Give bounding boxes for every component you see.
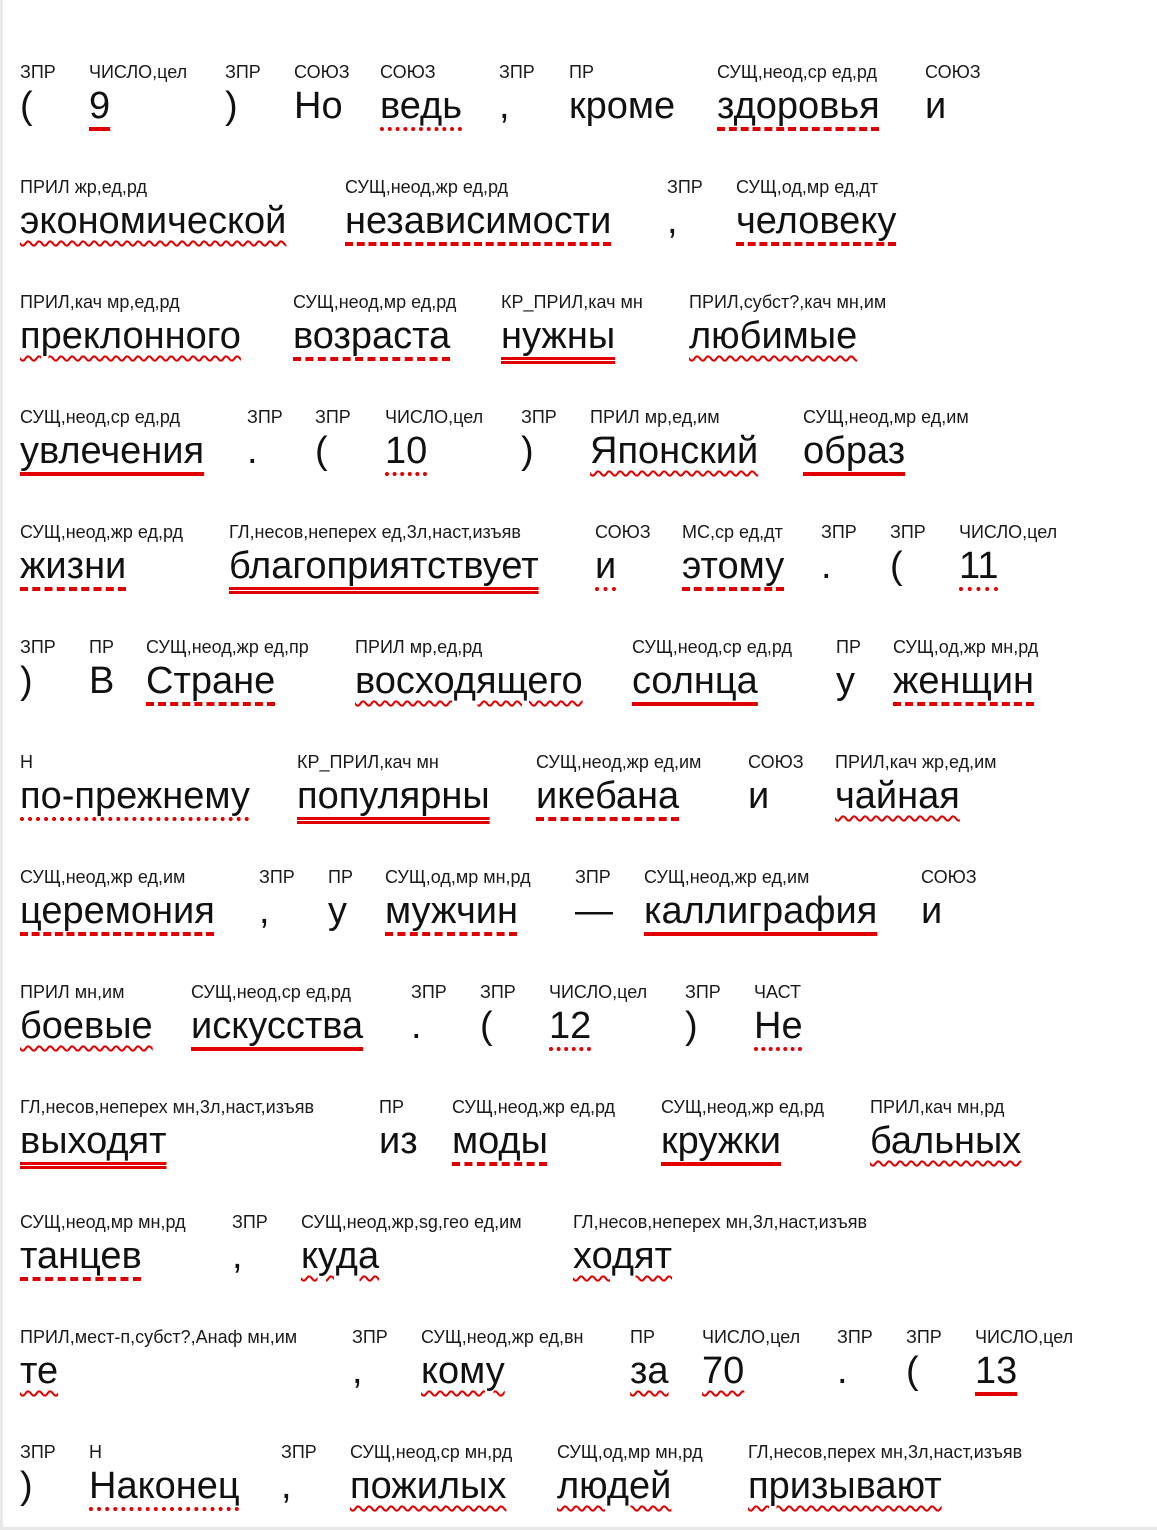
token (350, 1442, 512, 1514)
token-word: ( (315, 430, 328, 472)
pos-tag-label: ЗПР (281, 1442, 317, 1462)
token-word: моды (452, 1120, 548, 1162)
token-word: женщин (893, 660, 1035, 702)
pos-tag-label: ПР (569, 62, 594, 82)
token-word: . (821, 545, 832, 587)
token (717, 62, 880, 134)
token (959, 522, 1057, 594)
token (232, 1212, 268, 1284)
token (281, 1442, 317, 1514)
token (837, 1327, 873, 1399)
token (480, 982, 516, 1054)
token-word: и (925, 85, 947, 127)
pos-tag-label: СУЩ,неод,ср ед,рд (717, 62, 878, 82)
token-word: 70 (702, 1350, 745, 1392)
token-word: пожилых (350, 1465, 507, 1507)
token-word: призывают (748, 1465, 942, 1507)
token (20, 407, 204, 479)
pos-tag-label: СУЩ,неод,жр ед,рд (661, 1097, 825, 1117)
pos-tag-label: ЗПР (906, 1327, 942, 1347)
token (754, 982, 803, 1054)
token-word: , (667, 200, 678, 242)
token-word: — (575, 890, 613, 932)
token (89, 637, 114, 709)
token-word: ходят (573, 1235, 673, 1277)
pos-tag-label: ПРИЛ мн,им (20, 982, 125, 1002)
pos-tag-label: ЧИСЛО,цел (975, 1327, 1074, 1347)
pos-tag-label: ПРИЛ мр,ед,рд (355, 637, 483, 657)
pos-tag-label: СУЩ,од,мр мн,рд (385, 867, 531, 887)
pos-tag-label: СУЩ,неод,ср ед,рд (191, 982, 352, 1002)
token (20, 1327, 297, 1399)
token-word: 11 (959, 545, 999, 587)
pos-tag-label: ПРИЛ,кач мн,рд (870, 1097, 1005, 1117)
pos-tag-label: ПРИЛ,мест-п,субст?,Анаф мн,им (20, 1327, 298, 1347)
token (549, 982, 647, 1054)
token (20, 1097, 314, 1169)
token (229, 522, 539, 594)
pos-tag-label: КР_ПРИЛ,кач мн (501, 292, 643, 312)
token (380, 62, 462, 134)
token-word: Но (294, 85, 343, 127)
token-word: Японский (590, 430, 759, 472)
token-word: нужны (501, 315, 616, 357)
token-word: ( (906, 1350, 919, 1392)
token-word: ) (521, 430, 534, 472)
pos-tag-label: СУЩ,неод,ср ед,рд (20, 407, 181, 427)
token-word: восходящего (355, 660, 583, 702)
token-word: , (232, 1235, 243, 1277)
pos-tag-label: ГЛ,несов,неперех мн,3л,наст,изъяв (573, 1212, 868, 1232)
token (685, 982, 721, 1054)
token-word: бальных (870, 1120, 1022, 1162)
pos-tag-label: ЗПР (225, 62, 261, 82)
token-word: Наконец (89, 1465, 240, 1507)
token-word: церемония (20, 890, 215, 932)
pos-tag-label: СУЩ,од,мр ед,дт (736, 177, 879, 197)
token-word: по-прежнему (20, 775, 250, 817)
pos-tag-label: ГЛ,несов,неперех мн,3л,наст,изъяв (20, 1097, 315, 1117)
token (557, 1442, 703, 1514)
token (632, 637, 792, 709)
token (20, 637, 56, 709)
token (890, 522, 926, 594)
token (836, 637, 861, 709)
token (20, 867, 215, 939)
token (259, 867, 295, 939)
token (20, 982, 153, 1054)
pos-tag-label: ЧИСЛО,цел (89, 62, 188, 82)
token (702, 1327, 800, 1399)
token (345, 177, 611, 249)
token (294, 62, 350, 134)
token (20, 292, 241, 364)
pos-tag-label: СОЮЗ (748, 752, 804, 772)
token-word: 12 (549, 1005, 592, 1047)
token-word: ) (225, 85, 238, 127)
pos-tag-label: СОЮЗ (294, 62, 350, 82)
token-word: . (837, 1350, 848, 1392)
token (630, 1327, 669, 1399)
pos-tag-label: СУЩ,неод,мр ед,им (803, 407, 969, 427)
token (748, 1442, 1022, 1514)
token-word: кому (421, 1350, 505, 1392)
token (411, 982, 447, 1054)
token-word: у (328, 890, 347, 932)
token-word: Не (754, 1005, 803, 1047)
token (247, 407, 283, 479)
pos-tag-label: ПРИЛ жр,ед,рд (20, 177, 147, 197)
token (536, 752, 701, 824)
pos-tag-label: ЧИСЛО,цел (385, 407, 484, 427)
pos-tag-label: КР_ПРИЛ,кач мн (297, 752, 439, 772)
token (821, 522, 857, 594)
token (385, 407, 483, 479)
pos-tag-label: ПР (328, 867, 353, 887)
pos-tag-label: СОЮЗ (380, 62, 436, 82)
token (385, 867, 531, 939)
pos-tag-label: ПРИЛ,кач жр,ед,им (835, 752, 997, 772)
pos-tag-label: ЗПР (575, 867, 611, 887)
pos-tag-label: ЗПР (499, 62, 535, 82)
token (748, 752, 804, 824)
pos-tag-label: МС,ср ед,дт (682, 522, 783, 542)
token-word: . (247, 430, 258, 472)
token (736, 177, 896, 249)
token (89, 62, 187, 134)
pos-tag-label: ЗПР (20, 637, 56, 657)
pos-tag-label: СУЩ,неод,жр ед,вн (421, 1327, 584, 1347)
token-word: людей (557, 1465, 672, 1507)
token (20, 62, 56, 134)
pos-tag-label: ЗПР (667, 177, 703, 197)
pos-tag-label: СУЩ,неод,жр ед,им (20, 867, 186, 887)
pos-tag-label: ЗПР (232, 1212, 268, 1232)
pos-tag-label: ЗПР (20, 62, 56, 82)
pos-tag-label: Н (89, 1442, 102, 1462)
pos-tag-label: ЗПР (315, 407, 351, 427)
token-word: , (281, 1465, 292, 1507)
pos-tag-label: ЗПР (837, 1327, 873, 1347)
token-word: экономической (20, 200, 287, 242)
token (89, 1442, 240, 1514)
token (20, 1442, 56, 1514)
token (352, 1327, 388, 1399)
token (573, 1212, 867, 1284)
token (293, 292, 456, 364)
pos-tag-label: СУЩ,неод,жр ед,рд (20, 522, 184, 542)
pos-tag-label: ЗПР (890, 522, 926, 542)
token-word: кроме (569, 85, 676, 127)
token-word: ) (20, 660, 33, 702)
token-word: и (595, 545, 617, 587)
pos-tag-label: Н (20, 752, 33, 772)
token (225, 62, 261, 134)
token (661, 1097, 824, 1169)
token-word: . (411, 1005, 422, 1047)
token (421, 1327, 583, 1399)
token (975, 1327, 1073, 1399)
token (20, 522, 183, 594)
token-word: икебана (536, 775, 680, 817)
token-word: танцев (20, 1235, 142, 1277)
pos-tag-label: СУЩ,неод,мр мн,рд (20, 1212, 186, 1232)
pos-tag-label: ЧИСЛО,цел (959, 522, 1058, 542)
token-word: ( (20, 85, 33, 127)
pos-tag-label: СУЩ,неод,жр ед,рд (345, 177, 509, 197)
token-word: образ (803, 430, 906, 472)
token-word: , (499, 85, 510, 127)
pos-tag-label: ЧАСТ (754, 982, 802, 1002)
pos-tag-label: ПРИЛ,субст?,кач мн,им (689, 292, 887, 312)
token (191, 982, 363, 1054)
token-word: и (748, 775, 770, 817)
token-word: 13 (975, 1350, 1018, 1392)
pos-tag-label: ЗПР (685, 982, 721, 1002)
pos-tag-label: ПР (630, 1327, 655, 1347)
pos-tag-label: ПР (89, 637, 114, 657)
token-word: боевые (20, 1005, 153, 1047)
token-word: , (259, 890, 270, 932)
pos-tag-label: ПР (379, 1097, 404, 1117)
token (499, 62, 535, 134)
token-word: Стране (146, 660, 276, 702)
token (20, 752, 250, 824)
token-word: популярны (297, 775, 490, 817)
token (689, 292, 886, 364)
token (328, 867, 353, 939)
token (835, 752, 997, 824)
token (297, 752, 490, 824)
token (501, 292, 643, 364)
token-word: ( (890, 545, 903, 587)
token (379, 1097, 418, 1169)
token-word: здоровья (717, 85, 880, 127)
pos-tag-label: ЗПР (480, 982, 516, 1002)
pos-tag-label: СОЮЗ (925, 62, 981, 82)
token-word: кружки (661, 1120, 782, 1162)
token-word: ) (685, 1005, 698, 1047)
token-word: этому (682, 545, 785, 587)
token-word: и (921, 890, 943, 932)
token (803, 407, 969, 479)
pos-tag-label: СУЩ,неод,ср мн,рд (350, 1442, 513, 1462)
token (146, 637, 309, 709)
token-word: В (89, 660, 115, 702)
token (315, 407, 351, 479)
pos-tag-label: ЗПР (20, 1442, 56, 1462)
token (870, 1097, 1021, 1169)
pos-tag-label: СОЮЗ (595, 522, 651, 542)
token (644, 867, 877, 939)
pos-tag-label: СУЩ,неод,жр ед,им (536, 752, 702, 772)
token-word: ведь (380, 85, 463, 127)
pos-tag-label: СУЩ,неод,жр ед,им (644, 867, 810, 887)
token-word: из (379, 1120, 418, 1162)
pos-tag-label: ЗПР (259, 867, 295, 887)
token-word: за (630, 1350, 669, 1392)
token (569, 62, 675, 134)
pos-tag-label: ПРИЛ мр,ед,им (590, 407, 720, 427)
pos-tag-label: ЗПР (521, 407, 557, 427)
token-word: жизни (20, 545, 127, 587)
token-word: , (352, 1350, 363, 1392)
token (906, 1327, 942, 1399)
token-word: куда (301, 1235, 380, 1277)
token-word: чайная (835, 775, 960, 817)
token-word: у (836, 660, 855, 702)
token-word: увлечения (20, 430, 205, 472)
token-word: 10 (385, 430, 428, 472)
token-word: выходят (20, 1120, 167, 1162)
pos-tag-label: ЗПР (411, 982, 447, 1002)
token-word: искусства (191, 1005, 364, 1047)
token (575, 867, 613, 939)
token-word: ( (480, 1005, 493, 1047)
token (355, 637, 583, 709)
token-word: те (20, 1350, 59, 1392)
token-word: 9 (89, 85, 111, 127)
token (682, 522, 784, 594)
pos-tag-label: ЧИСЛО,цел (549, 982, 648, 1002)
token-word: любимые (689, 315, 858, 357)
pos-tag-label: ЧИСЛО,цел (702, 1327, 801, 1347)
token-word: возраста (293, 315, 451, 357)
token-word: независимости (345, 200, 612, 242)
token-word: благоприятствует (229, 545, 539, 587)
pos-tag-label: ГЛ,несов,неперех ед,3л,наст,изъяв (229, 522, 521, 542)
pos-tag-label: ПР (836, 637, 861, 657)
token (893, 637, 1038, 709)
token-word: человеку (736, 200, 897, 242)
token (595, 522, 651, 594)
token-word: мужчин (385, 890, 518, 932)
left-edge-divider (0, 0, 3, 1530)
pos-tag-label: СУЩ,од,мр мн,рд (557, 1442, 703, 1462)
pos-tag-label: ЗПР (352, 1327, 388, 1347)
pos-tag-label: СУЩ,неод,жр ед,рд (452, 1097, 616, 1117)
token (590, 407, 758, 479)
token-word: преклонного (20, 315, 241, 357)
token-word: каллиграфия (644, 890, 878, 932)
pos-tag-label: ЗПР (247, 407, 283, 427)
pos-tag-label: ЗПР (821, 522, 857, 542)
pos-tag-label: СУЩ,неод,жр ед,пр (146, 637, 309, 657)
pos-tag-label: ПРИЛ,кач мр,ед,рд (20, 292, 180, 312)
pos-tag-label: СУЩ,неод,мр ед,рд (293, 292, 457, 312)
pos-tag-label: ГЛ,несов,перех мн,3л,наст,изъяв (748, 1442, 1023, 1462)
pos-tag-label: СОЮЗ (921, 867, 977, 887)
token-word: ) (20, 1465, 33, 1507)
token (20, 177, 286, 249)
token (667, 177, 703, 249)
token (301, 1212, 522, 1284)
token (921, 867, 977, 939)
token (925, 62, 981, 134)
token-word: солнца (632, 660, 758, 702)
token (521, 407, 557, 479)
token (452, 1097, 615, 1169)
pos-tag-label: СУЩ,неод,ср ед,рд (632, 637, 793, 657)
token (20, 1212, 186, 1284)
pos-tag-label: СУЩ,неод,жр,sg,гео ед,им (301, 1212, 522, 1232)
pos-tag-label: СУЩ,од,жр мн,рд (893, 637, 1039, 657)
